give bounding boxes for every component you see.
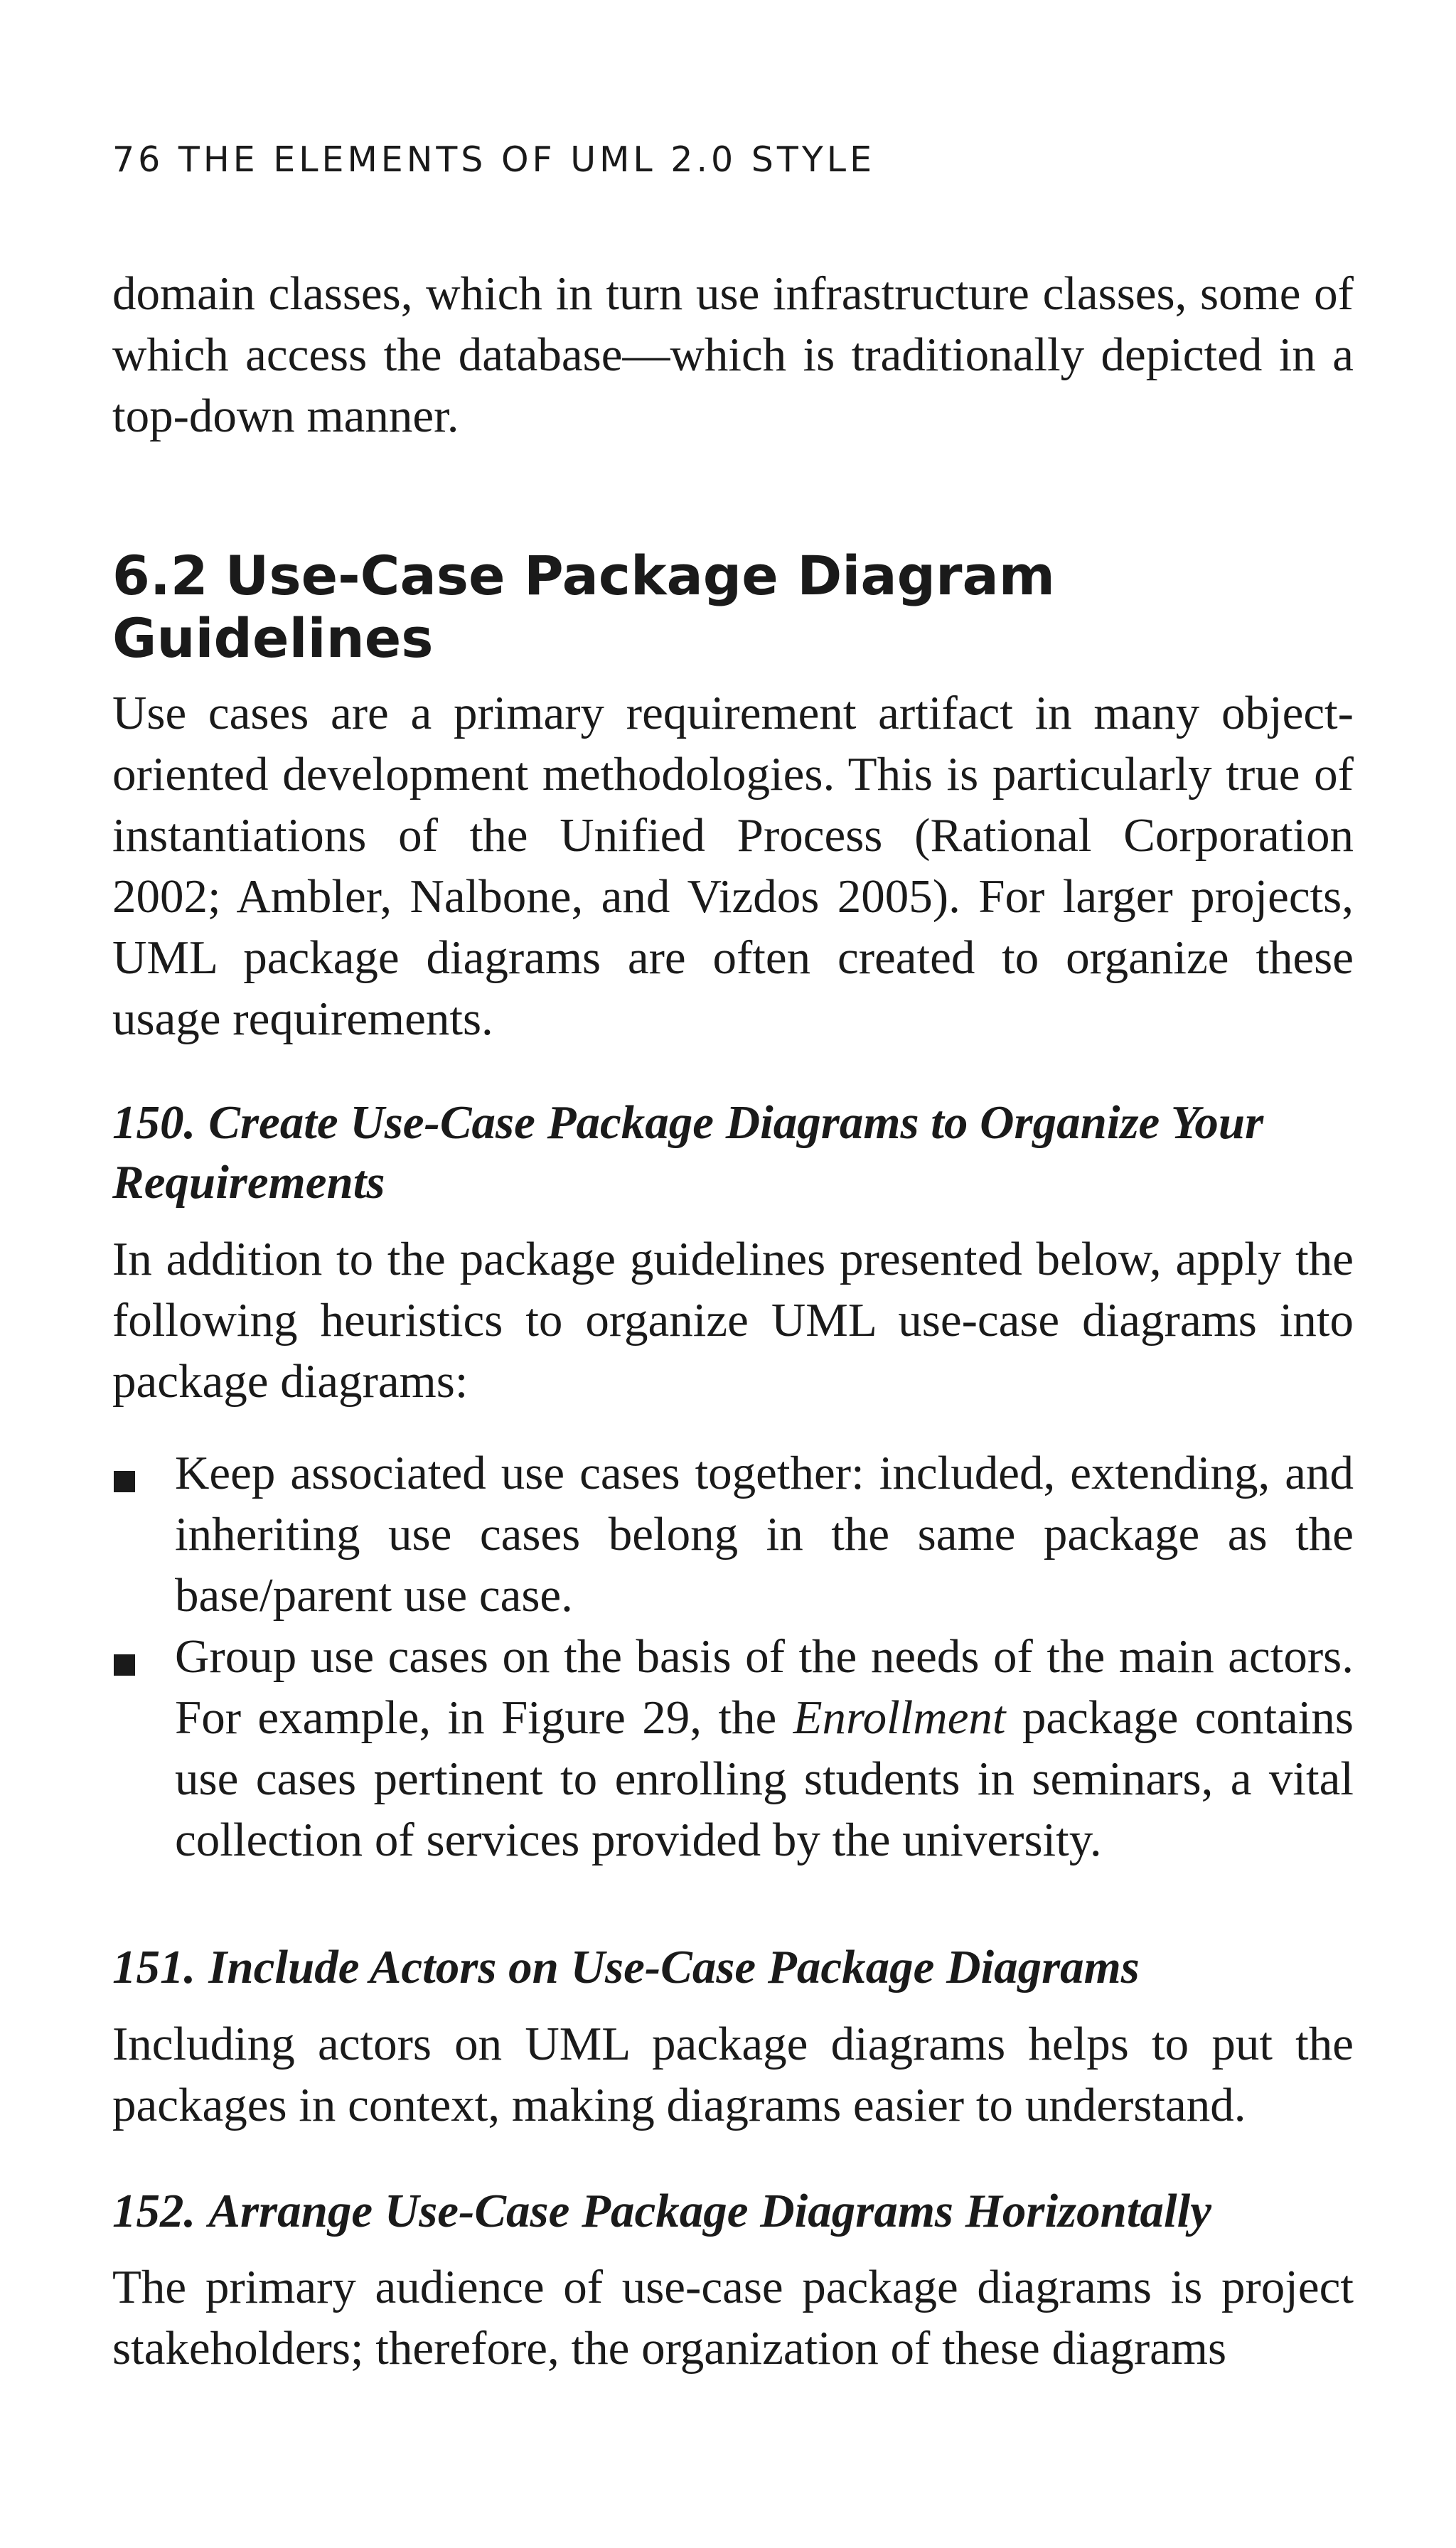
list-item [112, 1442, 1354, 1626]
guideline-151-title-text: Include Actors on Use-Case Package Diagrams [208, 1941, 1140, 1993]
guideline-151-title [112, 1937, 1354, 1997]
bullet-text-pre: Group use cases on the basis of the needs of the main actors. For example, in Figure 29, the [175, 1630, 1354, 1744]
section-paragraph: Use cases are a primary requirement artifact in many object-oriented development methodologies. This is particularly true of instantiations of the Unified Process (Rational Corporation 2002; Ambler, Nalbone, and Vizdos 2005). For larger projects, UML package diagrams are often created to organize these usage requirements. [112, 687, 1354, 1045]
square-bullet-icon [114, 1654, 135, 1676]
section-heading [112, 545, 1354, 670]
list-item [112, 1626, 1354, 1870]
guideline-152-paragraph: The primary audience of use-case package diagrams is project stakeholders; therefore, the organization of these diagrams [112, 2261, 1354, 2375]
guideline-150-title [112, 1093, 1354, 1212]
bullet-text: Keep associated use cases together: included, extending, and inheriting use cases belong in the same package as the base/parent use case. [175, 1447, 1354, 1622]
guideline-152-number: 152. [112, 2185, 196, 2237]
intro-paragraph: domain classes, which in turn use infrastructure classes, some of which access the database—which is traditionally depicted in a top-down manner. [112, 267, 1354, 442]
guideline-150-number: 150. [112, 1096, 196, 1149]
guideline-152-title-text: Arrange Use-Case Package Diagrams Horizontally [208, 2185, 1211, 2237]
square-bullet-icon [114, 1471, 135, 1492]
guideline-151-number: 151. [112, 1941, 196, 1993]
guideline-150-paragraph: In addition to the package guidelines presented below, apply the following heuristics to organize UML use-case diagrams into package diagrams: [112, 1233, 1354, 1408]
enrollment-package-name: Enrollment [793, 1691, 1006, 1744]
guideline-150-title-text: Create Use-Case Package Diagrams to Organize Your Requirements [112, 1096, 1264, 1209]
running-head: 76 THE ELEMENTS OF UML 2.0 STYLE [112, 139, 876, 180]
section-title: Use-Case Package Diagram Guidelines [112, 544, 1055, 670]
bullet-text-post: package contains use cases pertinent to enrolling students in seminars, a vital collection of services provided by the university. [175, 1691, 1354, 1866]
guideline-151-paragraph: Including actors on UML package diagrams helps to put the packages in context, making diagrams easier to understand. [112, 2018, 1354, 2131]
heuristics-list [112, 1442, 1354, 1870]
section-number: 6.2 [112, 544, 208, 607]
guideline-152-title [112, 2181, 1354, 2241]
